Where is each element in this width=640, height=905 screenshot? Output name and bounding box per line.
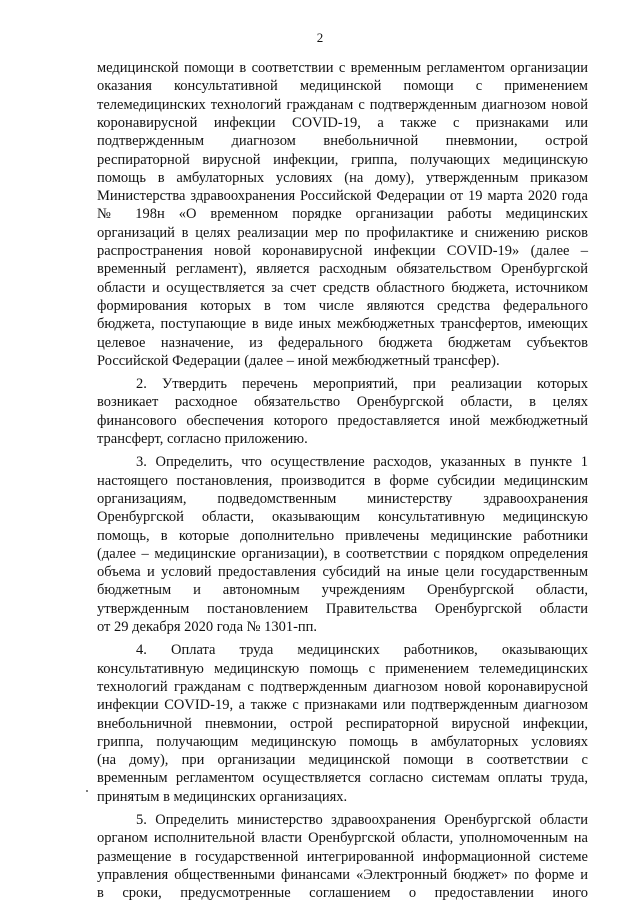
text-line: Оренбургской области, оказывающим консультативную медицинскую: [97, 509, 588, 526]
text-line: управления общественными финансами «Электронный бюджет» по форме и: [97, 866, 588, 883]
text-line: внебольничной пневмонии, острой респираторной вирусной инфекции,: [97, 715, 588, 732]
text-line: 5. Определить министерство здравоохранения Оренбургской области: [136, 812, 588, 828]
text-line: настоящего постановления, производится в форме субсидии медицинским: [97, 472, 588, 489]
text-line: в сроки, предусмотренные соглашением о предоставлении иного: [97, 885, 588, 902]
text-line: коронавирусной инфекции COVID-19, а также с признаками или: [97, 114, 588, 131]
text-line: принятым в медицинских организациях.: [97, 788, 348, 805]
text-line: помощь в амбулаторных условиях (на дому), утвержденным приказом: [97, 169, 588, 186]
text-line: возникает расходное обязательство Оренбургской области, в целях: [97, 394, 588, 411]
text-line: от 29 декабря 2020 года № 1301-пп.: [97, 619, 318, 635]
text-line: формирования которых в том числе являются средства федерального: [97, 297, 588, 314]
text-line: Российской Федерации (далее – иной межбюджетный трансфер).: [97, 352, 500, 369]
text-line: (далее – медицинские организации), в соответствии с порядком определения: [97, 545, 588, 562]
text-line: 3. Определить, что осуществление расходов, указанных в пункте 1: [136, 454, 588, 471]
text-line: медицинской помощи в соответствии с временным регламентом организации: [97, 60, 588, 76]
text-line: временным регламентом осуществляется согласно системам оплаты труда,: [97, 770, 588, 787]
text-line: (на дому), при организации медицинской помощи в соответствии с: [97, 752, 588, 769]
text-line: консультативную медицинскую помощь с применением телемедицинских: [97, 660, 588, 677]
text-line: временный регламент), является расходным обязательством Оренбургской: [97, 261, 588, 278]
text-line: организациям, подведомственным министерству здравоохранения: [97, 490, 588, 507]
text-line: бюджета, поступающие в виде иных межбюджетных трансфертов, имеющих: [97, 316, 588, 333]
text-line: финансового обеспечения которого предоставляется иной межбюджетный: [97, 412, 588, 429]
text-line: трансферт, согласно приложению.: [97, 431, 308, 447]
scan-speck: [86, 790, 88, 792]
text-line: гриппа, получающим медицинскую помощь в амбулаторных условиях: [97, 733, 588, 750]
text-line: респираторной вирусной инфекции, гриппа, получающих медицинскую: [97, 151, 588, 168]
page-number: 2: [316, 30, 324, 45]
text-line: инфекции COVID-19, а также с признаками или подтвержденным диагнозом: [97, 697, 588, 714]
text-line: телемедицинских технологий гражданам с подтвержденным диагнозом новой: [97, 96, 588, 113]
text-line: № 198н «О временном порядке организации работы медицинских: [97, 206, 588, 223]
text-line: Министерства здравоохранения Российской Федерации от 19 марта 2020 года: [97, 188, 588, 205]
text-line: 4. Оплата труда медицинских работников, оказывающих: [136, 642, 588, 659]
text-line: организаций в целях реализации мер по профилактике и снижению рисков: [97, 224, 588, 241]
text-line: оказания консультативной медицинской помощи с применением: [97, 78, 588, 95]
text-line: распространения новой коронавирусной инфекции COVID-19» (далее –: [97, 243, 588, 259]
text-line: подтвержденным диагнозом внебольничной пневмонии, острой: [97, 133, 588, 150]
text-line: объема и условий предоставления субсидий на иные цели государственным: [97, 564, 588, 581]
text-line: технологий гражданам с подтвержденным диагнозом новой коронавирусной: [97, 678, 588, 695]
text-line: помощь, в которые дополнительно привлечены медицинские работники: [97, 527, 588, 544]
text-line: утвержденным постановлением Правительства Оренбургской области: [97, 600, 588, 617]
text-line: области и осуществляется за счет средств областного бюджета, источником: [97, 279, 588, 296]
text-line: целевое назначение, из федерального бюджета бюджетам субъектов: [97, 334, 588, 351]
text-line: 2. Утвердить перечень мероприятий, при реализации которых: [136, 376, 588, 393]
text-line: органом исполнительной власти Оренбургской области, уполномоченным на: [97, 830, 588, 847]
text-line: бюджетным и автономным учреждениям Оренбургской области,: [97, 582, 588, 599]
text-line: размещение в государственной интегрированной информационной системе: [97, 848, 588, 865]
